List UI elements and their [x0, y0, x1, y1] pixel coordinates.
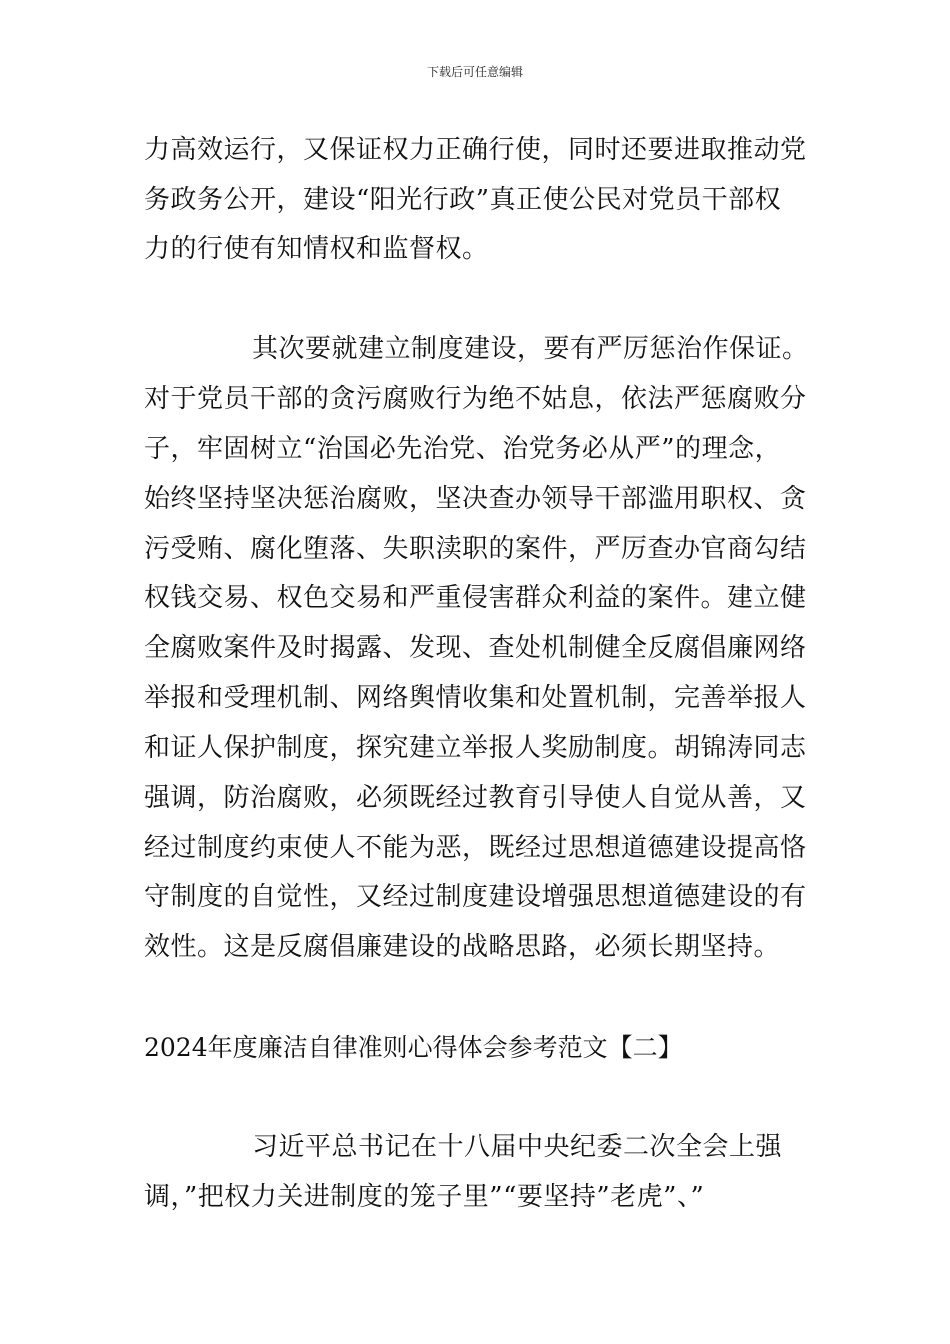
- paragraph2-line-9: 和证人保护制度，探究建立举报人奖励制度。胡锦涛同志: [144, 733, 807, 763]
- paragraph2-line-6: 权钱交易、权色交易和严重侵害群众利益的案件。建立健: [144, 583, 807, 613]
- paragraph3-line-2: 调，”把权力关进制度的笼子里”“要坚持”老虎”、”: [144, 1182, 705, 1212]
- paragraph2-line-1: 其次要就建立制度建设，要有严厉惩治作保证。: [252, 334, 809, 364]
- paragraph2-line-10: 强调，防治腐败，必须既经过教育引导使人自觉从善，又: [144, 783, 807, 813]
- paragraph2-line-8: 举报和受理机制、网络舆情收集和处置机制，完善举报人: [144, 683, 807, 713]
- paragraph2-line-13: 效性。这是反腐倡廉建设的战略思路，必须长期坚持。: [144, 932, 781, 962]
- paragraph1-line-3: 力的行使有知情权和监督权。: [144, 234, 489, 264]
- paragraph1-line-2: 务政务公开，建设“阳光行政”真正使公民对党员干部权: [144, 185, 782, 215]
- paragraph2-line-7: 全腐败案件及时揭露、发现、查处机制健全反腐倡廉网络: [144, 633, 807, 663]
- paragraph1-line-1: 力高效运行，又保证权力正确行使，同时还要进取推动党: [144, 135, 807, 165]
- paragraph2-line-11: 经过制度约束使人不能为恶，既经过思想道德建设提高恪: [144, 833, 807, 863]
- page-header: 下载后可任意编辑: [426, 65, 523, 79]
- paragraph2-line-3: 子，牢固树立“治国必先治党、治党务必从严”的理念，: [144, 434, 782, 464]
- paragraph3-line-1: 习近平总书记在十八届中央纪委二次全会上强: [252, 1132, 783, 1162]
- paragraph2-line-2: 对于党员干部的贪污腐败行为绝不姑息，依法严惩腐败分: [144, 384, 807, 414]
- paragraph2-line-12: 守制度的自觉性，又经过制度建设增强思想道德建设的有: [144, 882, 807, 912]
- paragraph2-line-5: 污受贿、腐化堕落、失职渎职的案件，严厉查办官商勾结: [144, 534, 807, 564]
- paragraph2-line-4: 始终坚持坚决惩治腐败，坚决查办领导干部滥用职权、贪: [144, 484, 807, 514]
- section-heading: 2024年度廉洁自律准则心得体会参考范文【二】: [144, 1033, 683, 1062]
